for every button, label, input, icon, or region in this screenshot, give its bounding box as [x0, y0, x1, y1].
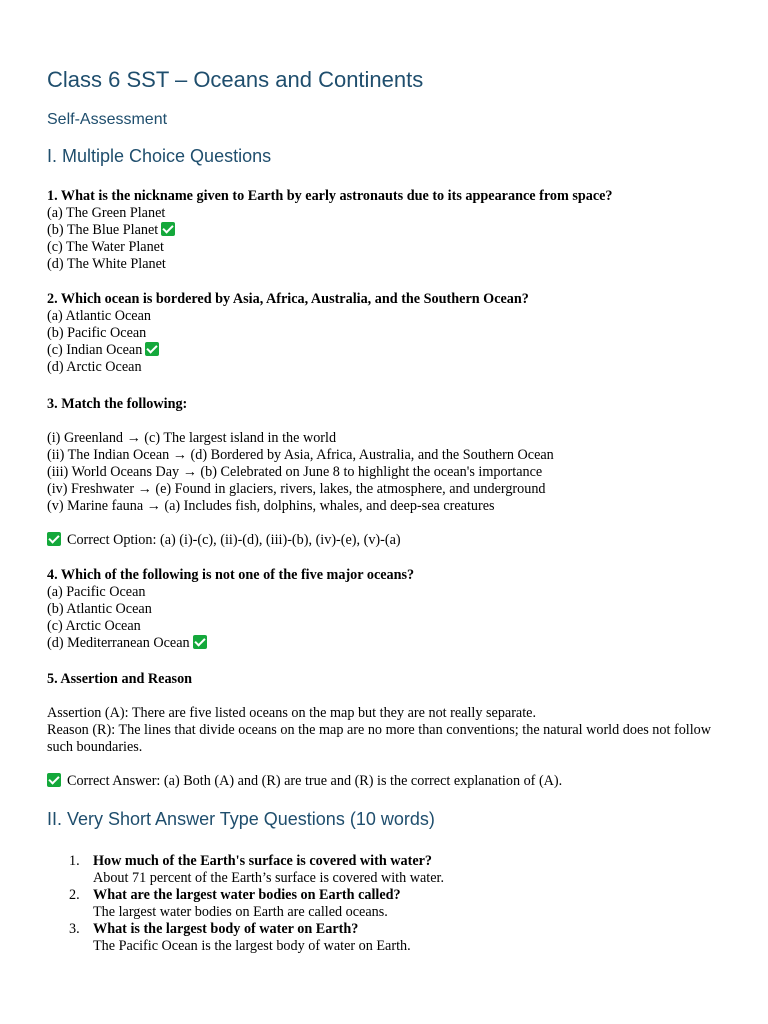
match-item: (iv) Freshwater → (e) Found in glaciers, rivers, lakes, the atmosphere, and underground [47, 481, 546, 497]
list-item: 2. What are the largest water bodies on Earth called? The largest water bodies on Earth are called oceans. [47, 887, 728, 921]
match-item: (v) Marine fauna → (a) Includes fish, dolphins, whales, and deep-sea creatures [47, 498, 495, 514]
vsa-answer: About 71 percent of the Earth’s surface is covered with water. [93, 870, 445, 886]
question-2 [47, 291, 728, 376]
question-text: 5. Assertion and Reason [47, 671, 193, 687]
option-c: (c) The Water Planet [47, 239, 164, 255]
option-d: (d) Arctic Ocean [47, 359, 142, 375]
match-item: (ii) The Indian Ocean → (d) Bordered by Asia, Africa, Australia, and the Southern Ocean [47, 447, 554, 463]
option-b: (b) Pacific Ocean [47, 325, 147, 341]
section-heading-mcq: I. Multiple Choice Questions [47, 146, 272, 166]
match-list [47, 430, 728, 515]
option-c: (c) Arctic Ocean [47, 618, 141, 634]
question-3 [47, 396, 728, 413]
option-b: (b) The Blue Planet [47, 222, 728, 239]
vsa-answer: The Pacific Ocean is the largest body of water on Earth. [93, 938, 411, 954]
question-5 [47, 671, 728, 688]
answer-text: Correct Option: (a) (i)-(c), (ii)-(d), (iii)-(b), (iv)-(e), (v)-(a) [67, 532, 401, 548]
check-mark-icon [145, 342, 159, 356]
question-text: 1. What is the nickname given to Earth by early astronauts due to its appearance from space? [47, 188, 613, 204]
question-4 [47, 567, 728, 652]
page-title: Class 6 SST – Oceans and Continents [47, 67, 424, 92]
question-text: 3. Match the following: [47, 396, 188, 412]
option-d: (d) The White Planet [47, 256, 166, 272]
answer-3 [47, 532, 728, 549]
section-heading-vsa: II. Very Short Answer Type Questions (10 words) [47, 809, 435, 829]
vsa-question: What are the largest water bodies on Earth called? [93, 887, 401, 903]
vsa-question: What is the largest body of water on Earth? [93, 921, 359, 937]
match-item: (iii) World Oceans Day → (b) Celebrated on June 8 to highlight the ocean's importance [47, 464, 543, 480]
vsa-answer: The largest water bodies on Earth are called oceans. [93, 904, 388, 920]
question-text: 2. Which ocean is bordered by Asia, Africa, Australia, and the Southern Ocean? [47, 291, 529, 307]
question-1 [47, 188, 728, 273]
reason-text: Reason (R): The lines that divide oceans on the map are no more than conventions; the natural world does not follow such boundaries. [47, 722, 712, 755]
match-item: (i) Greenland → (c) The largest island in the world [47, 430, 337, 446]
vsa-list [47, 853, 728, 955]
option-a: (a) Atlantic Ocean [47, 308, 151, 324]
page-subtitle: Self-Assessment [47, 111, 168, 128]
list-item: 3. What is the largest body of water on Earth? The Pacific Ocean is the largest body of water on Earth. [47, 921, 728, 955]
check-mark-icon [47, 773, 61, 787]
check-mark-icon [161, 222, 175, 236]
option-d: (d) Mediterranean Ocean [47, 635, 728, 652]
vsa-question: How much of the Earth's surface is covered with water? [93, 853, 433, 869]
check-mark-icon [193, 635, 207, 649]
option-c: (c) Indian Ocean [47, 342, 728, 359]
question-text: 4. Which of the following is not one of the five major oceans? [47, 567, 415, 583]
list-item: 1. How much of the Earth's surface is covered with water? About 71 percent of the Earth’s surface is covered with water. [47, 853, 728, 887]
check-mark-icon [47, 532, 61, 546]
assertion-text: Assertion (A): There are five listed oceans on the map but they are not really separate. [47, 705, 537, 721]
assertion-reason [47, 705, 728, 756]
option-a: (a) The Green Planet [47, 205, 166, 221]
option-b: (b) Atlantic Ocean [47, 601, 152, 617]
answer-text: Correct Answer: (a) Both (A) and (R) are true and (R) is the correct explanation of (A). [67, 773, 563, 789]
option-a: (a) Pacific Ocean [47, 584, 146, 600]
answer-5 [47, 773, 728, 790]
